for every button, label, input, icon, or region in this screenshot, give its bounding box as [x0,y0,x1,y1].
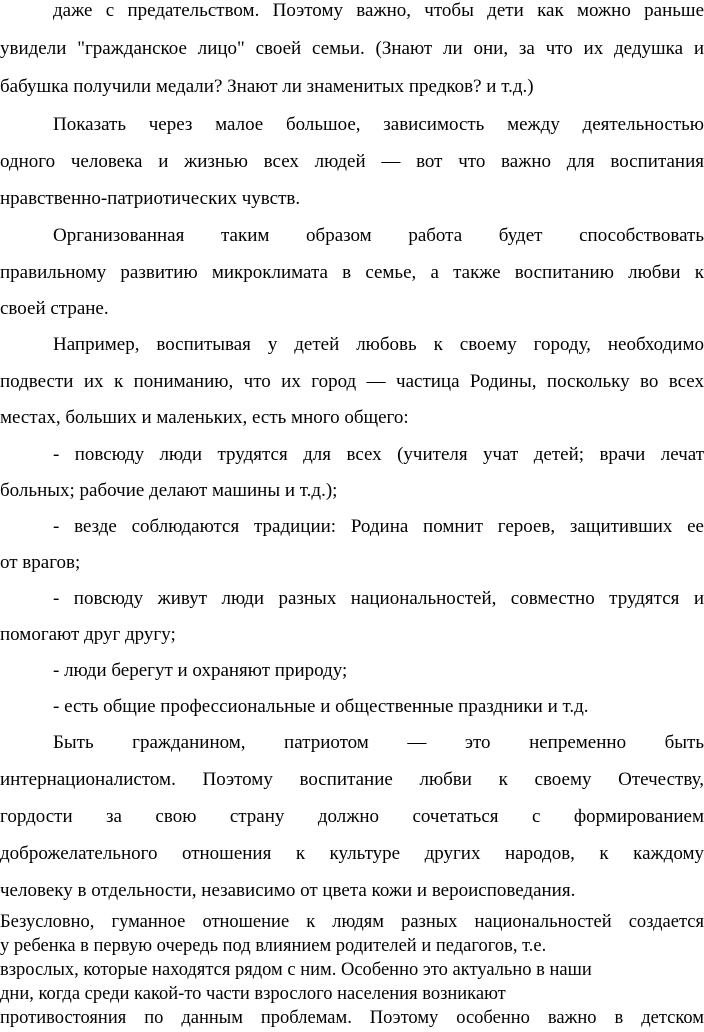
text-line: бабушка получили медали? Знают ли знаменитых предков? и т.д.) [0,76,534,97]
text-line: доброжелательного отношения к культуре других народов, к каждому [0,843,704,864]
text-line: больных; рабочие делают машины и т.д.); [0,480,338,501]
text-line: Например, воспитывая у детей любовь к своему городу, необходимо [53,334,704,355]
text-line: Организованная таким образом работа будет способствовать [53,225,704,246]
text-line: правильному развитию микроклимата в семье, а также воспитанию любви к [0,262,704,283]
text-line: гордости за свою страну должно сочетаться с формированием [0,806,704,827]
list-item: - повсюду люди трудятся для всех (учителя учат детей; врачи лечат [53,444,704,465]
text-line: местах, больших и маленьких, есть много общего: [0,407,409,428]
text-line: от врагов; [0,552,81,573]
text-line: у ребенка в первую очередь под влиянием родителей и педагогов, т.е. [0,936,547,956]
text-line: даже с предательством. Поэтому важно, чтобы дети как можно раньше [53,0,704,21]
text-line: человеку в отдельности, независимо от цвета кожи и вероисповедания. [0,880,576,901]
text-line: Безусловно, гуманное отношение к людям разных национальностей создается [0,912,704,932]
list-item: - есть общие профессиональные и общественные праздники и т.д. [53,696,589,717]
text-line: Быть гражданином, патриотом — это непременно быть [53,732,704,753]
text-line: одного человека и жизнью всех людей — вот что важно для воспитания [0,151,704,172]
list-item: - повсюду живут люди разных национальностей, совместно трудятся и [53,588,704,609]
list-item: - люди берегут и охраняют природу; [53,660,348,681]
text-line: помогают друг другу; [0,624,176,645]
text-line: подвести их к пониманию, что их город — частица Родины, поскольку во всех [0,371,704,392]
text-line: своей стране. [0,298,109,319]
text-line: Показать через малое большое, зависимость между деятельностью [53,114,704,135]
list-item: - везде соблюдаются традиции: Родина помнит героев, защитивших ее [53,516,704,537]
text-line: дни, когда среди какой-то части взрослого населения возникают [0,984,506,1004]
text-line: увидели "гражданское лицо" своей семьи. (Знают ли они, за что их дедушка и [0,38,704,59]
text-line: противостояния по данным проблемам. Поэтому особенно важно в детском [0,1008,704,1028]
text-line: интернационалистом. Поэтому воспитание любви к своему Отечеству, [0,769,704,790]
text-line: взрослых, которые находятся рядом с ним. Особенно это актуально в наши [0,960,592,980]
text-line: нравственно-патриотических чувств. [0,188,301,209]
